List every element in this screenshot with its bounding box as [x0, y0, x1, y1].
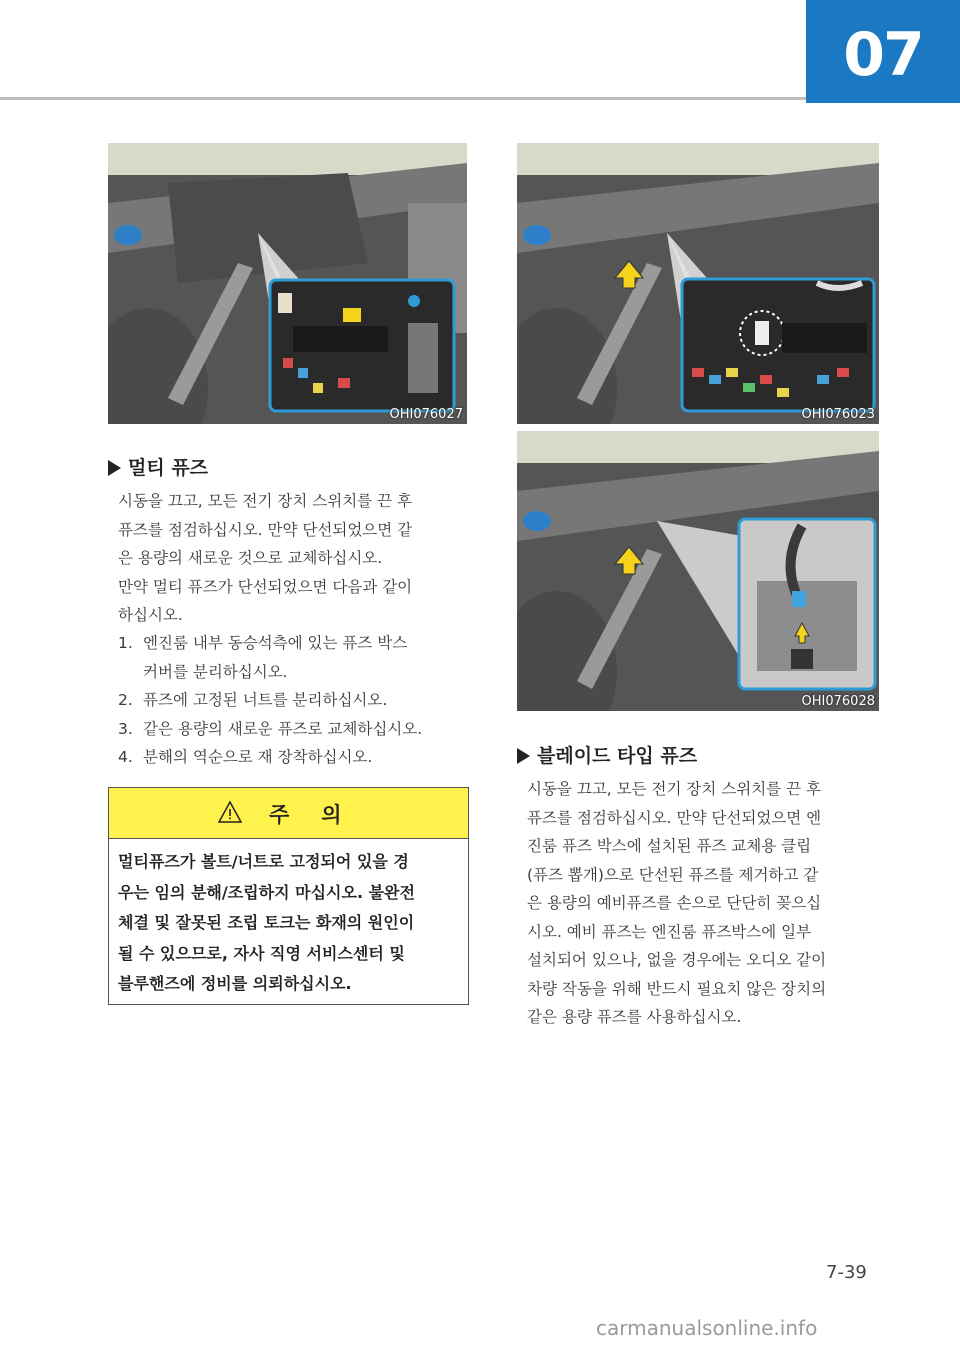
text-line: 퓨즈를 점검하십시오. 만약 단선되었으면 엔 — [527, 808, 822, 827]
text-line: 우는 임의 분해/조립하지 마십시오. 불완전 — [118, 882, 415, 902]
caution-box — [108, 787, 469, 1005]
step-item — [118, 743, 468, 772]
text-line: 설치되어 있으나, 없을 경우에는 오디오 같이 — [527, 951, 827, 969]
multi-fuse-steps — [118, 629, 468, 772]
caution-header — [109, 788, 468, 839]
photo-code: OHI076023 — [801, 407, 875, 422]
step-number: 3. — [118, 719, 133, 738]
triangle-bullet-icon — [517, 748, 530, 764]
text-line: 만약 멀티 퓨즈가 단선되었으면 다음과 같이 — [118, 577, 413, 596]
text-line: (퓨즈 뽑개)으로 단선된 퓨즈를 제거하고 같 — [527, 865, 819, 884]
text-line: 시동을 끄고, 모든 전기 장치 스위치를 끈 후 — [118, 492, 412, 510]
text-line: 시오. 예비 퓨즈는 엔진룸 퓨즈박스에 일부 — [527, 922, 812, 941]
step-item — [118, 629, 468, 686]
text-line: 차량 작동을 위해 반드시 필요치 않은 장치의 — [527, 979, 827, 998]
step-item — [118, 715, 468, 744]
text-line: 분해의 역순으로 재 장착하십시오. — [143, 748, 373, 766]
blade-fuse-text — [527, 775, 878, 1032]
text-line: 같은 용량의 새로운 퓨즈로 교체하십시오. — [143, 719, 423, 738]
photo-multi-fuse — [108, 143, 467, 424]
triangle-bullet-icon — [108, 460, 121, 476]
fuse-puller-illustration — [517, 431, 879, 711]
text-line: 커버를 분리하십시오. — [143, 662, 288, 681]
fuse-box-illustration — [517, 143, 879, 424]
text-line: 은 용량의 새로운 것으로 교체하십시오. — [118, 549, 383, 567]
step-item — [118, 686, 468, 715]
caution-text — [109, 839, 468, 1000]
text-line: 퓨즈에 고정된 너트를 분리하십시오. — [143, 691, 388, 709]
text-line: 시동을 끄고, 모든 전기 장치 스위치를 끈 후 — [527, 780, 821, 798]
step-number: 2. — [118, 691, 133, 709]
text-line: 하십시오. — [118, 606, 183, 624]
header-rule — [0, 97, 806, 100]
page-number: 7-39 — [826, 1262, 867, 1283]
text-line: 퓨즈를 점검하십시오. 만약 단선되었으면 같 — [118, 520, 413, 539]
multi-fuse-intro — [118, 487, 466, 630]
text-line: 같은 용량 퓨즈를 사용하십시오. — [527, 1008, 742, 1026]
text-line: 진룸 퓨즈 박스에 설치된 퓨즈 교체용 클립 — [527, 837, 812, 855]
chapter-tab: 07 — [806, 0, 960, 103]
text-line: 멀티퓨즈가 볼트/너트로 고정되어 있을 경 — [118, 852, 409, 871]
step-number: 4. — [118, 748, 133, 766]
photo-blade-fuse-box — [517, 143, 879, 424]
text-line: 은 용량의 예비퓨즈를 손으로 단단히 꽂으십 — [527, 894, 822, 912]
watermark: carmanualsonline.info — [596, 1316, 818, 1340]
step-number: 1. — [118, 634, 133, 652]
photo-fuse-puller — [517, 431, 879, 711]
photo-code: OHI076027 — [389, 407, 463, 422]
section-title-blade-fuse — [517, 741, 697, 768]
text-line: 체결 및 잘못된 조립 토크는 화재의 원인이 — [118, 913, 415, 932]
text-line: 될 수 있으므로, 자사 직영 서비스센터 및 — [118, 943, 405, 963]
section-title-text: 블레이드 타입 퓨즈 — [537, 745, 698, 767]
photo-code: OHI076028 — [801, 694, 875, 709]
caution-label: 주의 — [269, 803, 374, 827]
engine-bay-illustration — [108, 143, 467, 424]
warning-triangle-icon — [218, 800, 242, 824]
text-line: 엔진룸 내부 동승석측에 있는 퓨즈 박스 — [143, 634, 408, 652]
section-title-text: 멀티 퓨즈 — [128, 457, 209, 479]
text-line: 블루핸즈에 정비를 의뢰하십시오. — [118, 974, 352, 993]
section-title-multi-fuse — [108, 453, 208, 480]
